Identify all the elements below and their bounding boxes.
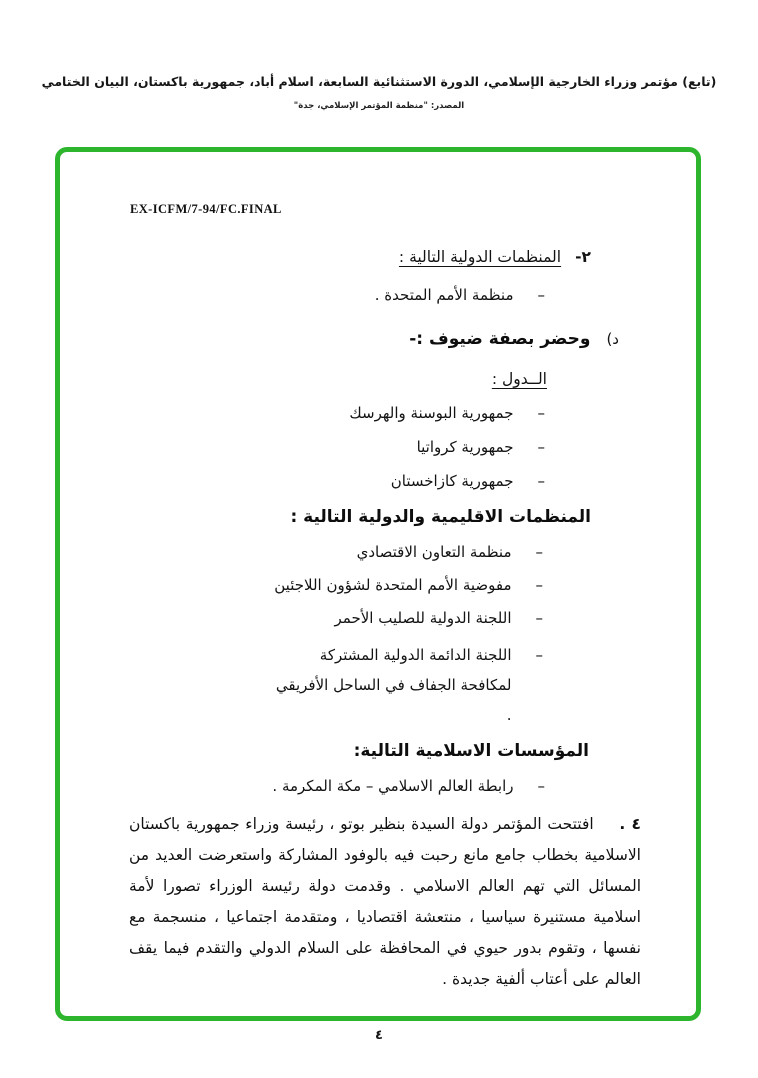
states-heading-row — [65, 368, 547, 390]
document-header-title: (تابع) مؤتمر وزراء الخارجية الإسلامي، الدورة الاستثنائية السابعة، اسلام أباد، جمهورية باكستان، البيان الختامي — [41, 74, 717, 89]
document-source-line: المصدر: "منظمة المؤتمر الإسلامي، جدة" — [293, 101, 465, 111]
list-item-text: جمهورية كازاخستان — [390, 472, 514, 490]
regional-organizations-heading-row — [65, 504, 591, 530]
list-item — [65, 402, 545, 424]
list-item — [65, 640, 543, 730]
dash-bullet: – — [537, 472, 545, 490]
list-item — [65, 284, 545, 306]
paragraph-4-text: افتتحت المؤتمر دولة السيدة بنظير بوتو ، رئيسة وزراء جمهورية باكستان الاسلامية بخطاب جامع مانع رحبت فيه بالوفود المشاركة واستعرضت العديد من المسائل التي تهم العالم الاسلامي . وقدمت دولة رئيسة الوزراء تصورا لأمة اسلامية مستنيرة سياسيا ، منتعشة اقتصاديا ، ومتقدمة اجتماعيا ، منسجمة مع نفسها ، وتقوم بدور حيوي في المحافظة على السلام الدولي والتقدم فيما يقف العالم على أعتاب ألفية جديدة . — [129, 815, 641, 988]
section-2-heading: المنظمات الدولية التالية : — [398, 248, 562, 266]
list-item — [65, 775, 545, 797]
document-header — [0, 74, 758, 111]
list-item-text: رابطة العالم الاسلامي – مكة المكرمة . — [272, 777, 514, 795]
dash-bullet: – — [537, 777, 545, 795]
section-2-number: ٢- — [575, 248, 591, 266]
dash-bullet: – — [537, 404, 545, 422]
dash-bullet: – — [535, 543, 543, 561]
list-item-text: منظمة الأمم المتحدة . — [374, 286, 514, 304]
regional-organizations-heading: المنظمات الاقليمية والدولية التالية : — [290, 507, 591, 527]
dash-bullet: – — [537, 438, 545, 456]
guests-label: د) — [606, 330, 619, 348]
list-item-text: مفوضية الأمم المتحدة لشؤون اللاجئين — [274, 576, 512, 594]
document-body — [65, 238, 691, 995]
paragraph-4-number: ٤ . — [619, 815, 641, 833]
page-number: ٤ — [375, 1028, 383, 1043]
guests-heading: وحضر بصفة ضيوف :- — [409, 329, 591, 349]
dash-bullet: – — [537, 286, 545, 304]
dash-bullet: – — [535, 609, 543, 627]
section-2-heading-row — [65, 246, 591, 268]
guests-heading-row — [65, 326, 619, 352]
document-frame — [55, 147, 701, 1021]
list-item — [65, 436, 545, 458]
states-heading: الــدول : — [491, 370, 547, 388]
dash-bullet: – — [535, 646, 543, 664]
list-item — [65, 470, 545, 492]
list-item — [65, 574, 543, 596]
list-item-text: جمهورية البوسنة والهرسك — [349, 404, 514, 422]
list-item — [65, 541, 543, 563]
list-item-text: اللجنة الدولية للصليب الأحمر — [334, 609, 512, 627]
list-item-text: اللجنة الدائمة الدولية المشتركة لمكافحة الجفاف في الساحل الأفريقي . — [275, 646, 512, 724]
document-reference: EX-ICFM/7-94/FC.FINAL — [130, 202, 282, 216]
list-item-text: منظمة التعاون الاقتصادي — [356, 543, 512, 561]
islamic-institutions-heading: المؤسسات الاسلامية التالية: — [353, 741, 589, 761]
list-item-text: جمهورية كرواتيا — [416, 438, 514, 456]
paragraph-4 — [129, 809, 641, 995]
islamic-institutions-heading-row — [65, 738, 589, 764]
list-item — [65, 607, 543, 629]
dash-bullet: – — [535, 576, 543, 594]
